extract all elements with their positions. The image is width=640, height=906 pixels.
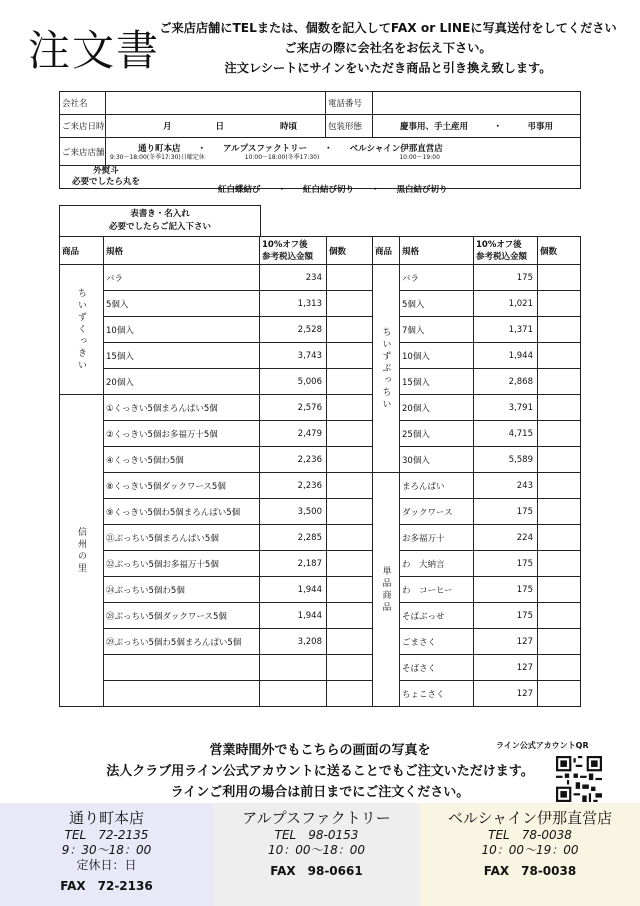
product-spec: 30個入 — [400, 447, 474, 473]
product-price: 1,944 — [474, 343, 538, 369]
instruction-line: 注文レシートにサインをいただき商品と引き換え致します。 — [224, 61, 552, 75]
packing-options[interactable]: 慶事用、手土産用 ・ 弔事用 — [373, 115, 581, 138]
quantity-field[interactable] — [538, 265, 581, 291]
product-group-label: ちいずぶっちい — [373, 265, 400, 473]
company-field[interactable] — [106, 92, 326, 115]
company-label: 会社名 — [60, 92, 106, 115]
quantity-field[interactable] — [327, 291, 373, 317]
product-spec: 5個入 — [104, 291, 260, 317]
table-row — [60, 577, 581, 603]
quantity-field[interactable] — [327, 265, 373, 291]
quantity-field[interactable] — [327, 473, 373, 499]
product-price: 243 — [474, 473, 538, 499]
store-fax: FAX 78-0038 — [483, 864, 577, 878]
product-price: 175 — [474, 499, 538, 525]
store-tel: TEL 98-0153 — [274, 828, 359, 842]
product-spec: ㉑ぶっちい5個まろんぱい5個 — [104, 525, 260, 551]
product-spec: ⑧くっきい5個ダックワース5個 — [104, 473, 260, 499]
quantity-field[interactable] — [327, 629, 373, 655]
product-spec: お多福万十 — [400, 525, 474, 551]
col-header-product: 商品 — [60, 237, 104, 265]
table-row — [60, 369, 581, 395]
instruction-line: ご来店店舗にTELまたは、個数を記入してFAX or LINEに写真送付をしてください — [159, 21, 617, 35]
quantity-field[interactable] — [538, 473, 581, 499]
quantity-field[interactable] — [538, 395, 581, 421]
table-row — [60, 447, 581, 473]
product-price: 175 — [474, 265, 538, 291]
store-hours: 9：30～18：00 — [61, 843, 152, 857]
quantity-field[interactable] — [538, 499, 581, 525]
quantity-field[interactable] — [327, 317, 373, 343]
product-spec: バラ — [104, 265, 260, 291]
table-row — [60, 629, 581, 655]
product-spec: わ 大納言 — [400, 551, 474, 577]
product-price: 3,743 — [260, 343, 327, 369]
col-header-qty: 個数 — [327, 237, 373, 265]
instruction-line: ご来店の際に会社名をお伝え下さい。 — [284, 41, 492, 55]
store-info-box — [0, 803, 213, 906]
quantity-field[interactable] — [538, 421, 581, 447]
product-spec: 25個入 — [400, 421, 474, 447]
product-price: 1,313 — [260, 291, 327, 317]
table-row — [60, 265, 581, 291]
store-closed-day: 定休日：日 — [76, 858, 137, 872]
product-spec: ④くっきい5個わ5個 — [104, 447, 260, 473]
product-spec: ちょこさく — [400, 681, 474, 707]
store-name: アルプスファクトリー — [242, 809, 391, 827]
table-row — [60, 395, 581, 421]
quantity-field[interactable] — [538, 603, 581, 629]
quantity-field[interactable] — [538, 577, 581, 603]
store-tel: TEL 72-2135 — [64, 828, 149, 842]
product-spec: 20個入 — [104, 369, 260, 395]
time-label: 時頃 — [280, 122, 298, 132]
store-hours: 9:30～18:00(冬季17:30)日曜定休 — [110, 153, 205, 161]
product-price: 2,236 — [260, 447, 327, 473]
store-names: 通り町本店 ・ アルプスファクトリー ・ ベルシャイン伊那直営店 — [138, 143, 443, 154]
product-spec: ㉘ぶっちい5個ダックワース5個 — [104, 603, 260, 629]
product-spec: そばぶっせ — [400, 603, 474, 629]
product-price: 234 — [260, 265, 327, 291]
quantity-field[interactable] — [538, 525, 581, 551]
col-header-price: 10%オフ後 参考税込金額 — [474, 237, 538, 265]
page-title: 注文書 — [28, 26, 161, 75]
footer-line: ラインご利用の場合は前日までにご注文ください。 — [170, 785, 470, 800]
product-spec: 15個入 — [400, 369, 474, 395]
product-price: 1,944 — [260, 577, 327, 603]
col-header-qty: 個数 — [538, 237, 581, 265]
product-price: 2,236 — [260, 473, 327, 499]
product-spec: 10個入 — [104, 317, 260, 343]
store-label: ご来店店舗 — [60, 138, 106, 166]
quantity-field[interactable] — [327, 681, 373, 707]
noshi-options-text: 紅白蝶結び ・ 紅白結び切り ・ 黒白結び切り — [218, 185, 448, 195]
store-options[interactable] — [106, 138, 581, 166]
footer-line: 法人クラブ用ライン公式アカウントに送ることでもご注文いただけます。 — [106, 764, 534, 779]
visit-field[interactable] — [106, 115, 326, 138]
visit-label: ご来店日時 — [60, 115, 106, 138]
product-group-label: 信州の里 — [60, 395, 104, 707]
quantity-field[interactable] — [327, 395, 373, 421]
col-header-spec: 規格 — [400, 237, 474, 265]
day-label: 日 — [215, 122, 225, 132]
table-row — [60, 317, 581, 343]
product-price: 1,944 — [260, 603, 327, 629]
store-hours: 10：00～18：00 — [267, 843, 366, 857]
store-name: ベルシャイン伊那直営店 — [447, 809, 613, 827]
product-price: 5,589 — [474, 447, 538, 473]
quantity-field[interactable] — [538, 369, 581, 395]
product-price: 3,791 — [474, 395, 538, 421]
product-spec: 15個入 — [104, 343, 260, 369]
product-price — [260, 655, 327, 681]
store-fax: FAX 72-2136 — [60, 879, 153, 893]
product-table — [59, 236, 581, 707]
product-price: 1,021 — [474, 291, 538, 317]
table-row — [60, 499, 581, 525]
omote-label: 表書き・名入れ — [130, 209, 190, 219]
store-hours: 10:00～19:00 — [399, 153, 440, 161]
table-row — [60, 681, 581, 707]
product-spec: ⑨くっきい5個わ5個まろんぱい5個 — [104, 499, 260, 525]
omote-sublabel: 必要でしたらご記入下さい — [108, 222, 211, 232]
product-spec: ㉔ぶっちい5個わ5個 — [104, 577, 260, 603]
product-group-label: ちいずくっきい — [60, 265, 104, 395]
quantity-field[interactable] — [327, 421, 373, 447]
product-spec: ごまさく — [400, 629, 474, 655]
product-spec: ①くっきい5個まろんぱい5個 — [104, 395, 260, 421]
product-price: 175 — [474, 603, 538, 629]
product-price: 2,576 — [260, 395, 327, 421]
table-row — [60, 525, 581, 551]
quantity-field[interactable] — [538, 551, 581, 577]
product-price: 127 — [474, 655, 538, 681]
product-spec — [104, 681, 260, 707]
store-fax: FAX 98-0661 — [270, 864, 363, 878]
table-row — [60, 291, 581, 317]
product-price: 224 — [474, 525, 538, 551]
product-spec — [104, 655, 260, 681]
quantity-field[interactable] — [538, 681, 581, 707]
product-price: 2,868 — [474, 369, 538, 395]
phone-field[interactable] — [373, 92, 581, 115]
store-tel: TEL 78-0038 — [488, 828, 572, 842]
quantity-field[interactable] — [538, 655, 581, 681]
quantity-field[interactable] — [327, 369, 373, 395]
quantity-field[interactable] — [538, 343, 581, 369]
product-price: 2,479 — [260, 421, 327, 447]
product-price: 127 — [474, 629, 538, 655]
product-spec: 5個入 — [400, 291, 474, 317]
noshi-sublabel: 必要でしたら丸を — [71, 177, 140, 187]
product-spec: わ コーヒー — [400, 577, 474, 603]
quantity-field[interactable] — [327, 525, 373, 551]
quantity-field[interactable] — [327, 603, 373, 629]
product-price: 2,187 — [260, 551, 327, 577]
product-price: 3,500 — [260, 499, 327, 525]
packing-label: 包装形態 — [326, 115, 373, 138]
quantity-field[interactable] — [327, 343, 373, 369]
product-price: 175 — [474, 577, 538, 603]
order-info-form — [59, 91, 581, 189]
quantity-field[interactable] — [538, 291, 581, 317]
product-price: 3,208 — [260, 629, 327, 655]
product-price: 5,006 — [260, 369, 327, 395]
product-spec: ㉙ぶっちい5個わ5個まろんぱい5個 — [104, 629, 260, 655]
month-label: 月 — [163, 122, 172, 132]
table-row — [60, 551, 581, 577]
footer-message — [0, 740, 640, 803]
col-header-price: 10%オフ後 参考税込金額 — [260, 237, 327, 265]
omote-field[interactable] — [261, 206, 581, 237]
footer-line: 営業時間外でもこちらの画面の写真を — [209, 743, 431, 758]
omote-form — [59, 205, 581, 237]
table-row — [60, 603, 581, 629]
table-row — [60, 343, 581, 369]
table-row — [60, 655, 581, 681]
product-spec: 10個入 — [400, 343, 474, 369]
quantity-field[interactable] — [327, 655, 373, 681]
product-price: 1,371 — [474, 317, 538, 343]
store-info-box — [213, 803, 420, 906]
store-hours: 10:00～18:00(冬季17:30) — [244, 153, 320, 161]
product-price: 127 — [474, 681, 538, 707]
product-spec: 20個入 — [400, 395, 474, 421]
product-spec: バラ — [400, 265, 474, 291]
store-info-box — [420, 803, 640, 906]
noshi-label: 外熨斗 — [93, 166, 119, 176]
store-name: 通り町本店 — [68, 809, 144, 827]
quantity-field[interactable] — [538, 317, 581, 343]
quantity-field[interactable] — [327, 577, 373, 603]
quantity-field[interactable] — [538, 447, 581, 473]
quantity-field[interactable] — [327, 499, 373, 525]
product-spec: 7個入 — [400, 317, 474, 343]
product-group-label: 単品商品 — [373, 473, 400, 707]
phone-label: 電話番号 — [326, 92, 373, 115]
col-header-spec: 規格 — [104, 237, 260, 265]
product-price — [260, 681, 327, 707]
col-header-product: 商品 — [373, 237, 400, 265]
product-spec: ㉒ぶっちい5個お多福万十5個 — [104, 551, 260, 577]
table-row — [60, 421, 581, 447]
quantity-field[interactable] — [327, 551, 373, 577]
store-hours: 10：00～19：00 — [481, 843, 579, 857]
qr-label: ライン公式アカウントQR — [496, 741, 589, 750]
product-price: 2,285 — [260, 525, 327, 551]
product-price: 4,715 — [474, 421, 538, 447]
product-price: 2,528 — [260, 317, 327, 343]
product-price: 175 — [474, 551, 538, 577]
instructions — [148, 18, 628, 78]
product-spec: まろんぱい — [400, 473, 474, 499]
quantity-field[interactable] — [327, 447, 373, 473]
product-spec: そばさく — [400, 655, 474, 681]
table-row — [60, 473, 581, 499]
product-spec: ②くっきい5個お多福万十5個 — [104, 421, 260, 447]
product-spec: ダックワース — [400, 499, 474, 525]
quantity-field[interactable] — [538, 629, 581, 655]
